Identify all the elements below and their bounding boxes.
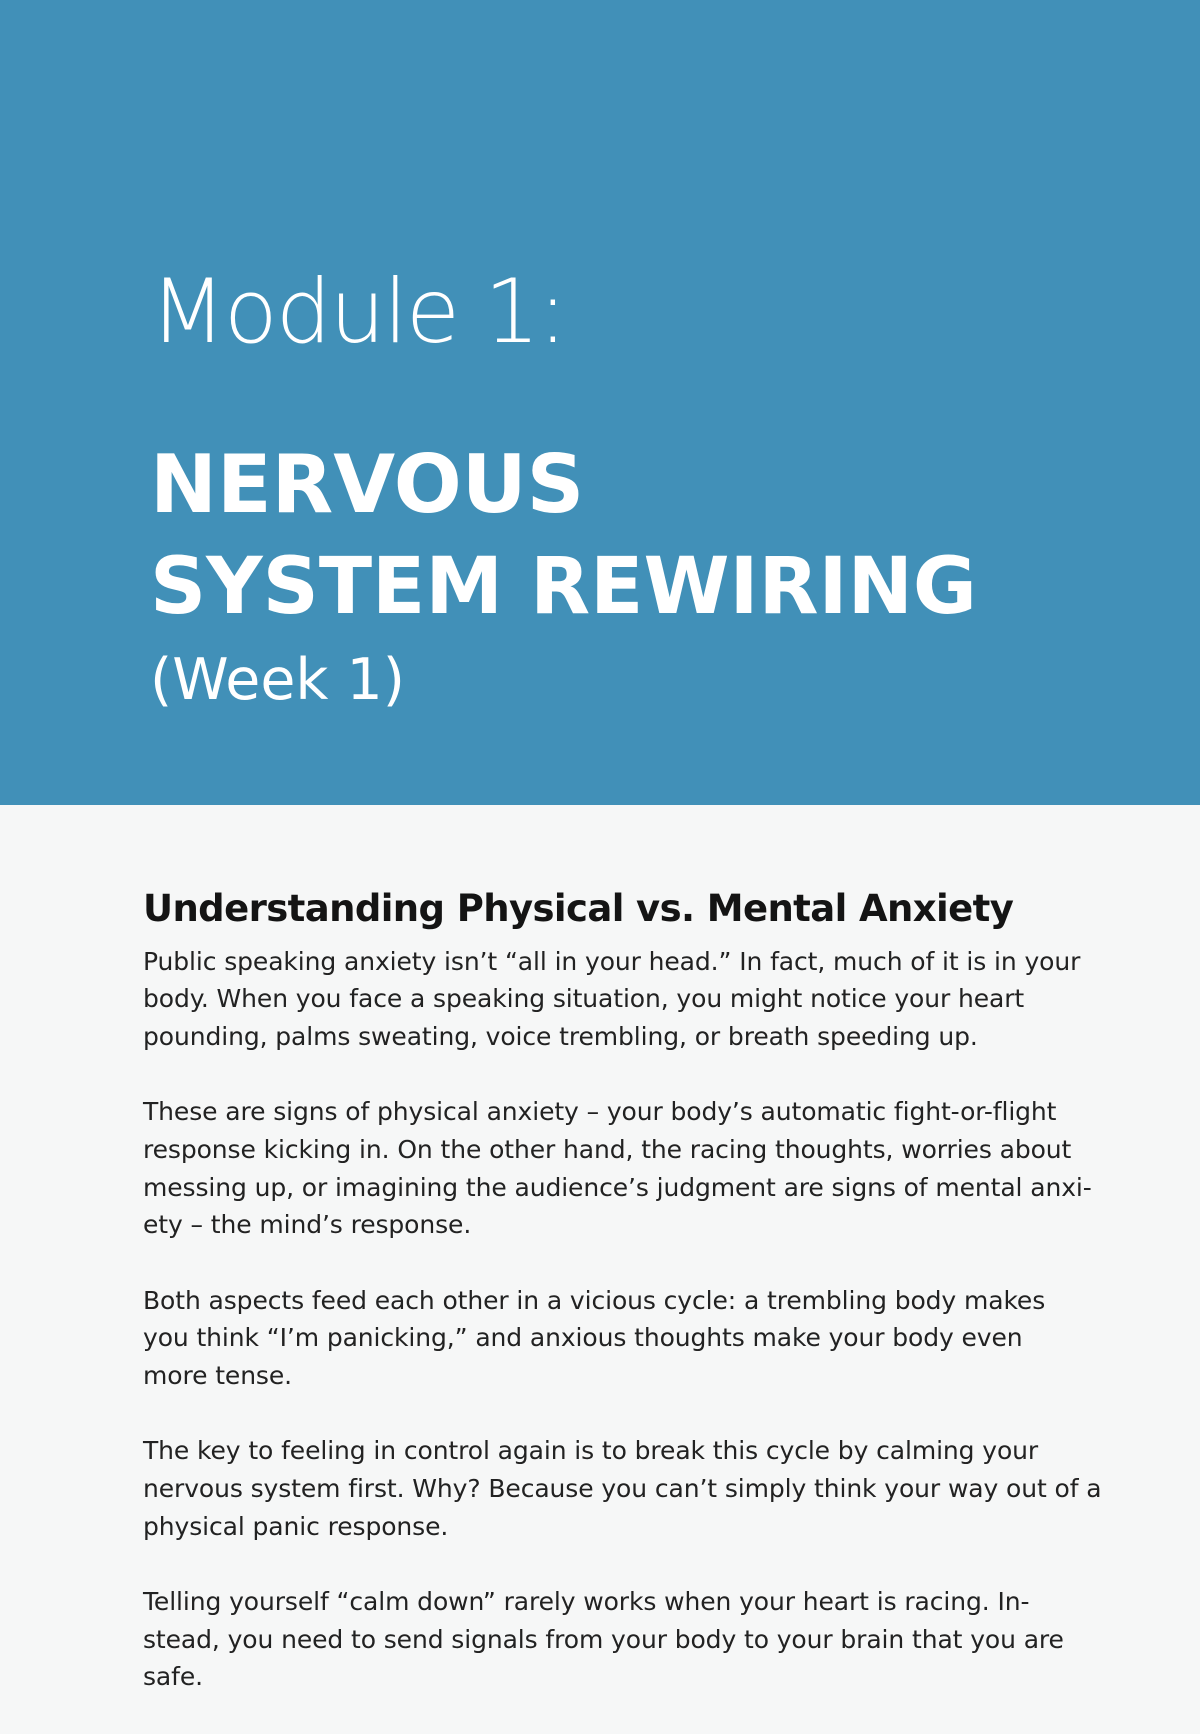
paragraph — [143, 1583, 1093, 1696]
paragraph-line: safe. — [143, 1662, 203, 1692]
header-banner — [0, 0, 1200, 805]
paragraph-line: more tense. — [143, 1360, 292, 1390]
paragraph — [143, 1093, 1093, 1243]
paragraph — [143, 943, 1093, 1056]
paragraph-line: you think “I’m panicking,” and anxious thoughts make your body even — [143, 1323, 1023, 1353]
paragraph-line: stead, you need to send signals from your body to your brain that you are — [143, 1624, 1064, 1654]
paragraph-line: These are signs of physical anxiety – your body’s automatic fight-or-flight — [143, 1097, 1057, 1127]
module-title-line-1: NERVOUS — [150, 438, 585, 531]
module-title-line-2: SYSTEM REWIRING — [150, 542, 977, 632]
paragraph-line: Both aspects feed each other in a vicious cycle: a trembling body makes — [143, 1285, 1046, 1315]
module-label: Module 1: — [150, 260, 566, 363]
paragraph — [143, 1432, 1102, 1545]
paragraph-line: The key to feeling in control again is to break this cycle by calming your — [143, 1436, 1039, 1466]
paragraph-line: Public speaking anxiety isn’t “all in your head.” In fact, much of it is in your — [143, 946, 1081, 976]
article-body — [143, 887, 1102, 1734]
paragraph-line: response kicking in. On the other hand, the racing thoughts, worries about — [143, 1134, 1072, 1164]
paragraph-line: body. When you face a speaking situation, you might notice your heart — [143, 984, 1025, 1014]
paragraph — [143, 1282, 1093, 1395]
paragraph-line: messing up, or imagining the audience’s judgment are signs of mental anxi- — [143, 1172, 1092, 1202]
paragraph-line: ety – the mind’s response. — [143, 1210, 472, 1240]
paragraph-line: Telling yourself “calm down” rarely works when your heart is racing. In- — [143, 1587, 1030, 1617]
week-label: (Week 1) — [150, 647, 406, 713]
paragraph-line: physical panic response. — [143, 1511, 449, 1541]
paragraph-line: pounding, palms sweating, voice trembling, or breath speeding up. — [143, 1021, 978, 1051]
paragraph-line: nervous system first. Why? Because you can’t simply think your way out of a — [143, 1474, 1102, 1504]
section-heading: Understanding Physical vs. Mental Anxiety — [143, 887, 1014, 930]
